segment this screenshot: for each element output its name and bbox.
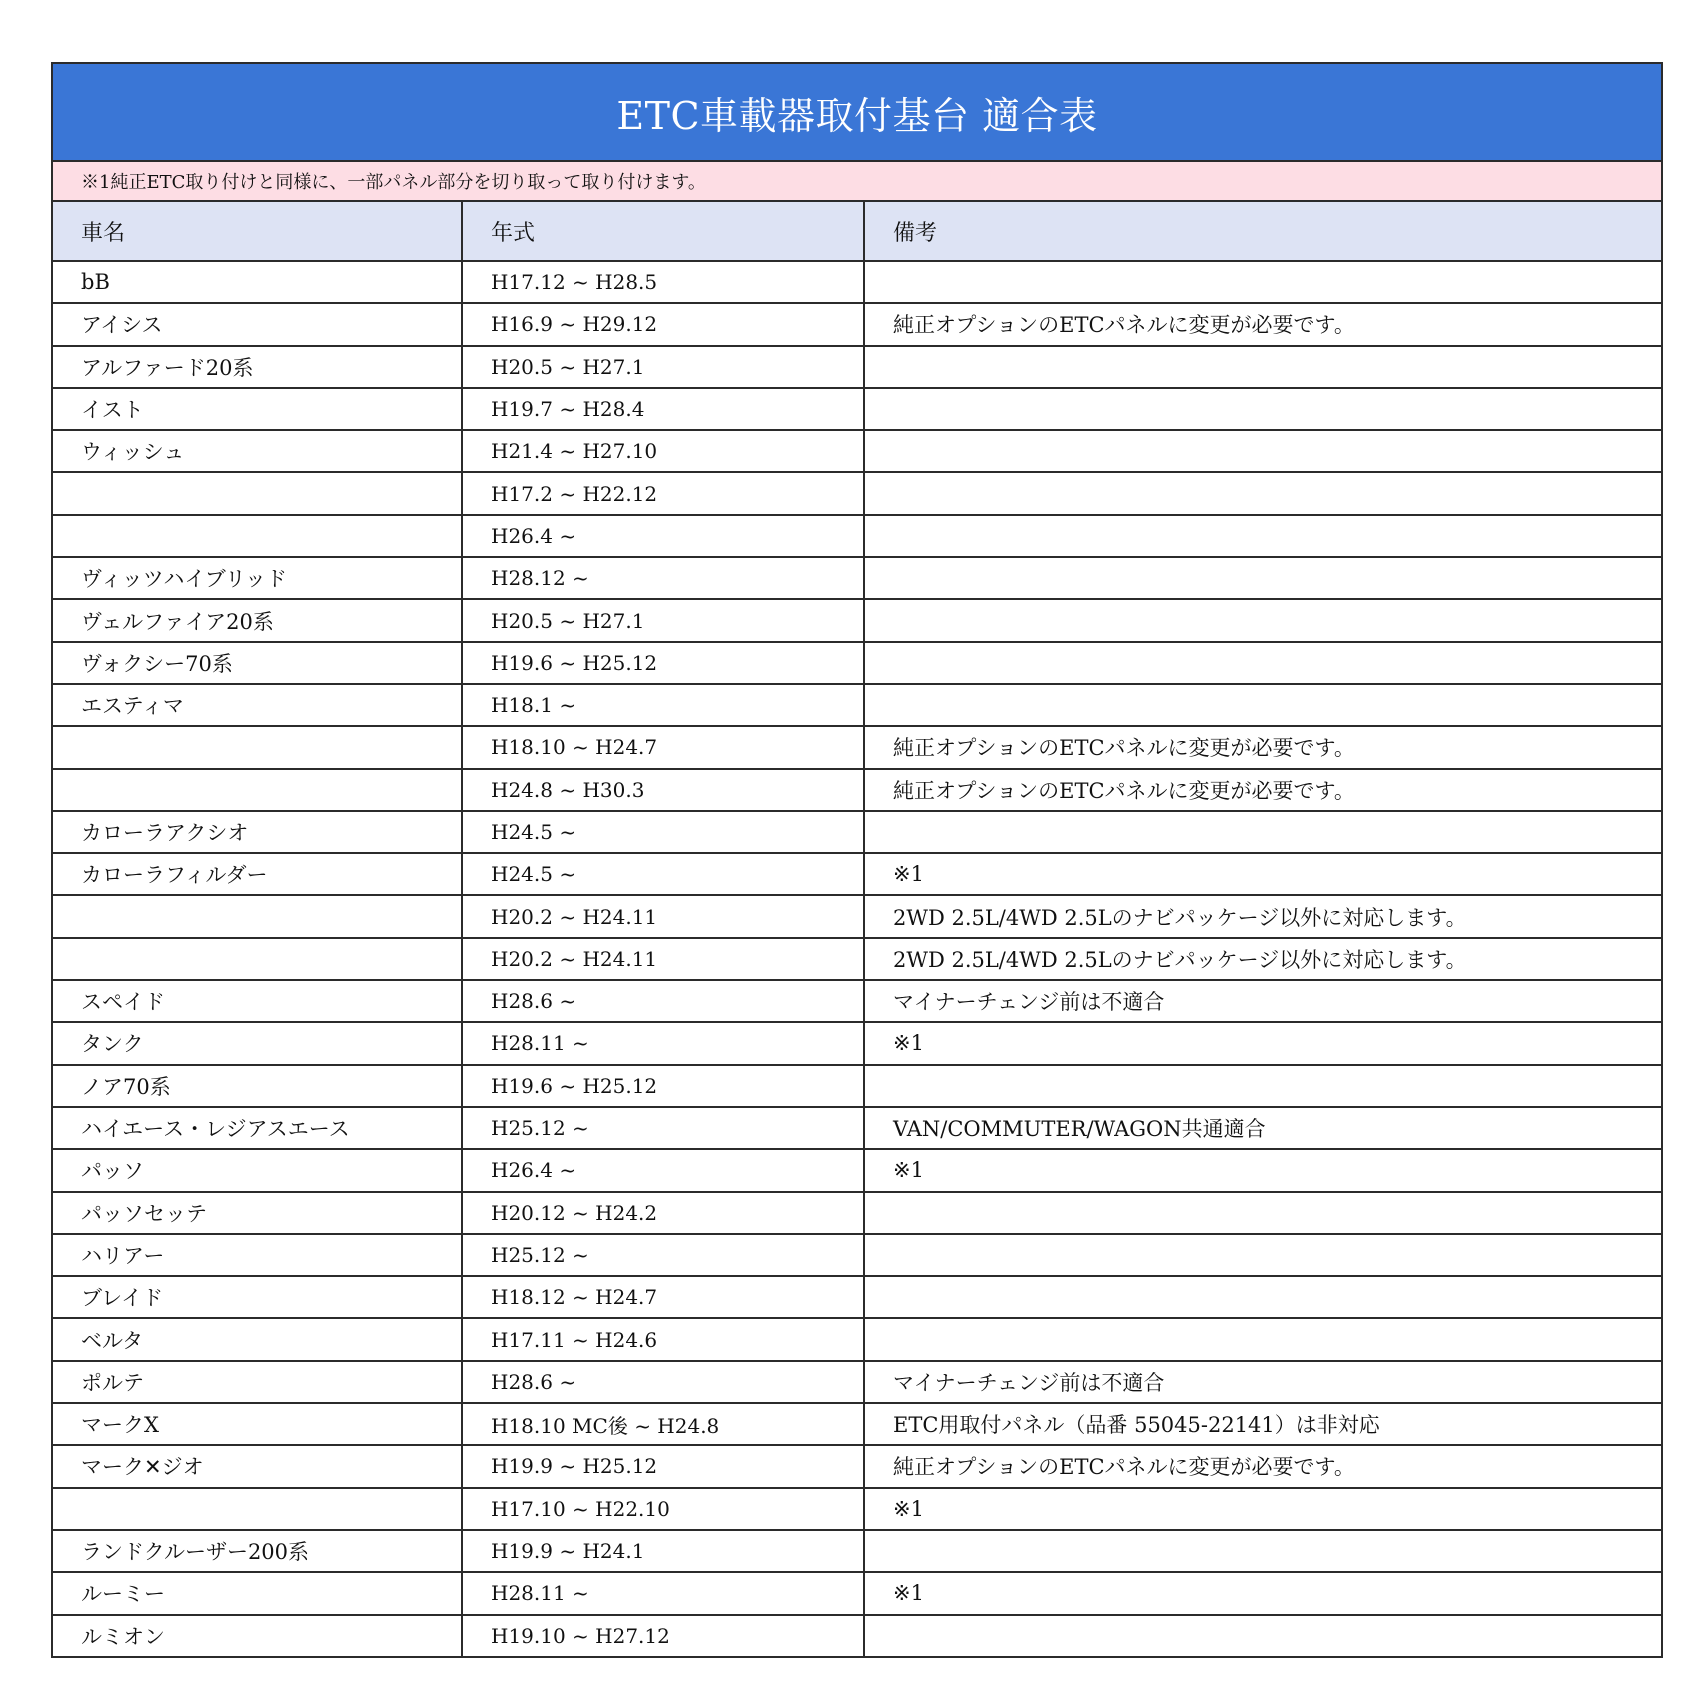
cell-car-name: タンク [53, 1022, 462, 1064]
cell-model-year: H16.9 ~ H29.12 [462, 303, 864, 345]
cell-car-name [53, 1488, 462, 1530]
cell-remark: ※1 [864, 1572, 1661, 1614]
table-row [53, 684, 1661, 726]
cell-model-year: H26.4 ~ [462, 515, 864, 557]
cell-model-year: H18.10 MC後 ~ H24.8 [462, 1403, 864, 1445]
cell-remark [864, 1065, 1661, 1107]
cell-car-name: アイシス [53, 303, 462, 345]
cell-remark [864, 430, 1661, 472]
cell-remark [864, 388, 1661, 430]
cell-model-year: H19.10 ~ H27.12 [462, 1615, 864, 1656]
cell-model-year: H19.9 ~ H24.1 [462, 1530, 864, 1572]
table-row [53, 261, 1661, 303]
cell-car-name: ヴェルファイア20系 [53, 599, 462, 641]
cell-car-name: カローラアクシオ [53, 811, 462, 853]
cell-model-year: H28.6 ~ [462, 1361, 864, 1403]
table-body [53, 261, 1661, 1656]
footnote-banner: ※1純正ETC取り付けと同様に、一部パネル部分を切り取って取り付けます。 [53, 162, 1661, 202]
cell-car-name [53, 472, 462, 514]
cell-car-name: ヴォクシー70系 [53, 642, 462, 684]
cell-car-name: ブレイド [53, 1276, 462, 1318]
cell-car-name: ルーミー [53, 1572, 462, 1614]
cell-remark: ※1 [864, 1488, 1661, 1530]
cell-model-year: H24.5 ~ [462, 853, 864, 895]
cell-remark [864, 515, 1661, 557]
cell-remark: 2WD 2.5L/4WD 2.5Lのナビパッケージ以外に対応します。 [864, 895, 1661, 937]
cell-model-year: H18.12 ~ H24.7 [462, 1276, 864, 1318]
cell-model-year: H20.2 ~ H24.11 [462, 895, 864, 937]
table-row [53, 1065, 1661, 1107]
cell-remark: 純正オプションのETCパネルに変更が必要です。 [864, 303, 1661, 345]
table-row [53, 853, 1661, 895]
table-row [53, 1318, 1661, 1360]
cell-model-year: H28.11 ~ [462, 1022, 864, 1064]
table-row [53, 388, 1661, 430]
cell-model-year: H17.2 ~ H22.12 [462, 472, 864, 514]
cell-remark [864, 1276, 1661, 1318]
cell-model-year: H19.7 ~ H28.4 [462, 388, 864, 430]
table-row [53, 1488, 1661, 1530]
table-row [53, 1234, 1661, 1276]
cell-remark: VAN/COMMUTER/WAGON共通適合 [864, 1107, 1661, 1149]
table-header-row [53, 202, 1661, 261]
cell-model-year: H24.5 ~ [462, 811, 864, 853]
cell-car-name [53, 769, 462, 811]
cell-remark [864, 1615, 1661, 1656]
cell-car-name: エスティマ [53, 684, 462, 726]
table-row [53, 515, 1661, 557]
cell-remark: マイナーチェンジ前は不適合 [864, 980, 1661, 1022]
cell-model-year: H20.2 ~ H24.11 [462, 938, 864, 980]
cell-remark [864, 1530, 1661, 1572]
cell-car-name: ウィッシュ [53, 430, 462, 472]
table-row [53, 430, 1661, 472]
cell-model-year: H20.12 ~ H24.2 [462, 1192, 864, 1234]
cell-car-name: アルファード20系 [53, 346, 462, 388]
cell-model-year: H28.6 ~ [462, 980, 864, 1022]
cell-remark [864, 599, 1661, 641]
cell-remark: 純正オプションのETCパネルに変更が必要です。 [864, 726, 1661, 768]
page-title: ETC車載器取付基台 適合表 [53, 64, 1661, 162]
cell-car-name: スペイド [53, 980, 462, 1022]
cell-car-name: パッソセッテ [53, 1192, 462, 1234]
cell-model-year: H20.5 ~ H27.1 [462, 346, 864, 388]
cell-car-name [53, 726, 462, 768]
cell-car-name: ランドクルーザー200系 [53, 1530, 462, 1572]
table-row [53, 599, 1661, 641]
cell-car-name: ポルテ [53, 1361, 462, 1403]
cell-car-name: ハリアー [53, 1234, 462, 1276]
table-row [53, 1615, 1661, 1656]
cell-remark: 純正オプションのETCパネルに変更が必要です。 [864, 1445, 1661, 1487]
compatibility-table [53, 202, 1661, 1656]
cell-car-name: bB [53, 261, 462, 303]
cell-model-year: H28.11 ~ [462, 1572, 864, 1614]
cell-model-year: H17.12 ~ H28.5 [462, 261, 864, 303]
table-row [53, 1530, 1661, 1572]
cell-car-name: マークX [53, 1403, 462, 1445]
cell-car-name: ノア70系 [53, 1065, 462, 1107]
cell-model-year: H19.6 ~ H25.12 [462, 1065, 864, 1107]
cell-remark: マイナーチェンジ前は不適合 [864, 1361, 1661, 1403]
table-row [53, 1022, 1661, 1064]
column-header-year: 年式 [462, 202, 864, 261]
table-row [53, 472, 1661, 514]
table-row [53, 1149, 1661, 1191]
cell-remark: 2WD 2.5L/4WD 2.5Lのナビパッケージ以外に対応します。 [864, 938, 1661, 980]
cell-car-name: マーク✕ジオ [53, 1445, 462, 1487]
cell-remark [864, 1192, 1661, 1234]
table-row [53, 303, 1661, 345]
cell-remark [864, 346, 1661, 388]
table-row [53, 1192, 1661, 1234]
table-row [53, 1445, 1661, 1487]
cell-model-year: H25.12 ~ [462, 1107, 864, 1149]
cell-model-year: H18.1 ~ [462, 684, 864, 726]
cell-remark [864, 472, 1661, 514]
cell-car-name: ハイエース・レジアスエース [53, 1107, 462, 1149]
cell-car-name: イスト [53, 388, 462, 430]
table-row [53, 1403, 1661, 1445]
table-row [53, 895, 1661, 937]
cell-remark: 純正オプションのETCパネルに変更が必要です。 [864, 769, 1661, 811]
cell-model-year: H17.10 ~ H22.10 [462, 1488, 864, 1530]
table-row [53, 769, 1661, 811]
cell-model-year: H24.8 ~ H30.3 [462, 769, 864, 811]
cell-model-year: H28.12 ~ [462, 557, 864, 599]
cell-car-name: パッソ [53, 1149, 462, 1191]
cell-remark: ※1 [864, 853, 1661, 895]
table-row [53, 1572, 1661, 1614]
cell-model-year: H17.11 ~ H24.6 [462, 1318, 864, 1360]
cell-model-year: H19.9 ~ H25.12 [462, 1445, 864, 1487]
cell-remark [864, 557, 1661, 599]
table-row [53, 557, 1661, 599]
cell-model-year: H20.5 ~ H27.1 [462, 599, 864, 641]
cell-car-name [53, 938, 462, 980]
cell-model-year: H25.12 ~ [462, 1234, 864, 1276]
table-row [53, 346, 1661, 388]
table-row [53, 1107, 1661, 1149]
cell-car-name [53, 895, 462, 937]
cell-remark: ※1 [864, 1022, 1661, 1064]
cell-model-year: H18.10 ~ H24.7 [462, 726, 864, 768]
cell-model-year: H19.6 ~ H25.12 [462, 642, 864, 684]
cell-remark [864, 1318, 1661, 1360]
cell-car-name: カローラフィルダー [53, 853, 462, 895]
column-header-name: 車名 [53, 202, 462, 261]
table-row [53, 642, 1661, 684]
table-row [53, 811, 1661, 853]
cell-car-name: ベルタ [53, 1318, 462, 1360]
cell-car-name: ルミオン [53, 1615, 462, 1656]
cell-car-name: ヴィッツハイブリッド [53, 557, 462, 599]
cell-remark [864, 811, 1661, 853]
table-row [53, 1276, 1661, 1318]
table-row [53, 1361, 1661, 1403]
cell-remark [864, 1234, 1661, 1276]
table-row [53, 980, 1661, 1022]
cell-remark: ※1 [864, 1149, 1661, 1191]
table-row [53, 726, 1661, 768]
cell-model-year: H21.4 ~ H27.10 [462, 430, 864, 472]
cell-car-name [53, 515, 462, 557]
cell-remark [864, 642, 1661, 684]
cell-model-year: H26.4 ~ [462, 1149, 864, 1191]
cell-remark: ETC用取付パネル（品番 55045-22141）は非対応 [864, 1403, 1661, 1445]
table-row [53, 938, 1661, 980]
cell-remark [864, 684, 1661, 726]
column-header-remark: 備考 [864, 202, 1661, 261]
cell-remark [864, 261, 1661, 303]
compatibility-sheet [51, 62, 1663, 1658]
